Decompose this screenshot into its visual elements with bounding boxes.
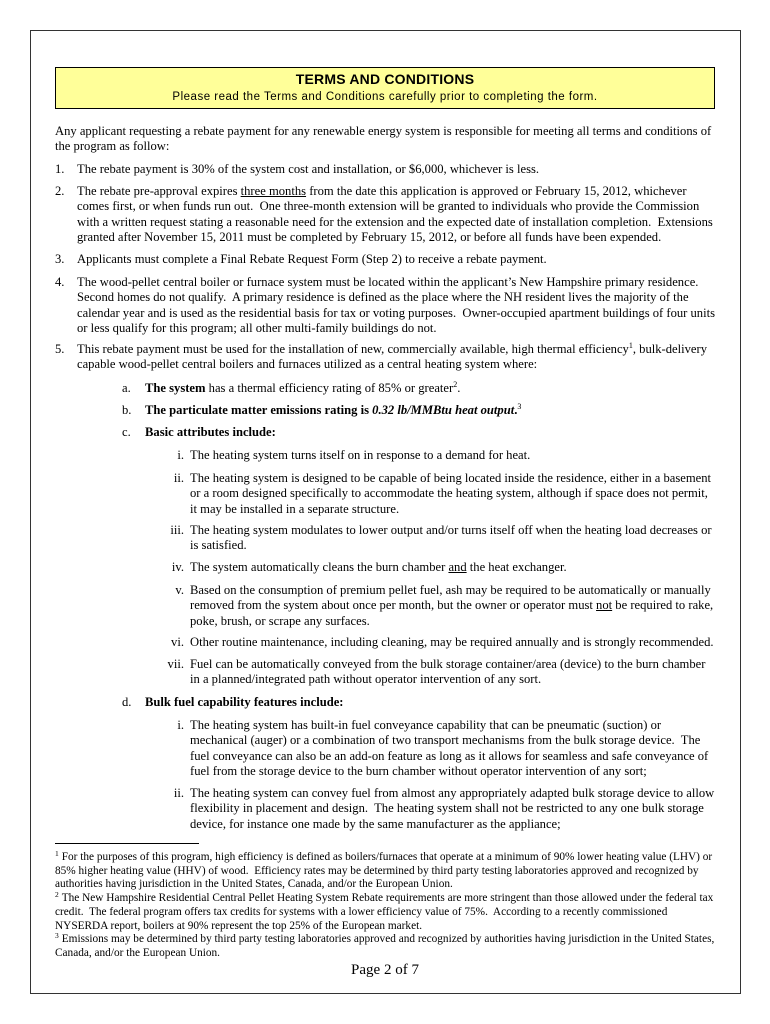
- roman-numeral: vii.: [167, 657, 184, 671]
- requirement-bold-text: The particulate matter emissions rating is: [145, 403, 373, 417]
- term-item-3: [55, 252, 717, 267]
- requirement-letter: c.: [122, 425, 131, 439]
- bulk-fuel-feature-i: [150, 718, 717, 779]
- term-text: The rebate pre-approval expires: [77, 184, 241, 198]
- attribute-text: The heating system modulates to lower output and/or turns itself off when the heating load decreases or is satisfied.: [190, 523, 715, 553]
- term-text: The wood-pellet central boiler or furnace system must be located within the applicant’s New Hampshire primary residence. Second homes do not qualify. A primary residence is defined as the place where the NH resident lives the majority of the calendar year and is used as the residential basis for tax or voting purposes. Owner-occupied apartment buildings of four units or less qualify for this program; all other multi-family buildings do not.: [77, 275, 719, 335]
- basic-attribute-ii: [150, 471, 717, 517]
- footnote-3: [55, 930, 718, 960]
- attribute-text: The heating system turns itself on in response to a demand for heat.: [190, 448, 531, 462]
- term-text-continued: , bulk-delivery capable wood-pellet central boilers and furnaces utilized as a central heating system where:: [77, 342, 711, 372]
- roman-numeral: ii.: [173, 471, 184, 485]
- underlined-text: three months: [240, 184, 307, 198]
- attribute-text-continued: be required to rake, poke, brush, or scrape any surfaces.: [190, 598, 717, 628]
- attribute-text: Based on the consumption of premium pellet fuel, ash may be required to be automatically or manually removed from the system about once per month, but the owner or operator must: [190, 583, 714, 613]
- requirement-d: [122, 695, 717, 710]
- basic-attribute-vii: [150, 657, 717, 688]
- footnotes: [55, 848, 718, 961]
- feature-text: The heating system can convey fuel from almost any appropriately adapted bulk storage device to allow flexibility in placement and design. The heating system shall not be restricted to any one bulk storage device, for instance one made by the same manufacturer as the appliance;: [190, 786, 718, 831]
- roman-numeral: i.: [177, 718, 184, 732]
- requirement-heading: Bulk fuel capability features include:: [145, 695, 344, 709]
- roman-numeral: i.: [177, 448, 184, 462]
- page-number: Page 2 of 7: [351, 962, 419, 978]
- footnote-1: [55, 848, 717, 892]
- footnote-number: 3: [55, 930, 59, 940]
- underlined-text: and: [448, 560, 467, 574]
- requirement-bold-end: .: [514, 403, 518, 417]
- terms-subtitle: Please read the Terms and Conditions carefully prior to completing the form.: [172, 91, 598, 103]
- basic-attribute-iv: [150, 560, 717, 575]
- requirement-text: has a thermal efficiency rating of 85% or greater: [205, 381, 454, 395]
- intro-paragraph: Any applicant requesting a rebate payment for any renewable energy system is responsible for meeting all terms and conditions of the program as follow:: [55, 124, 715, 154]
- footnote-separator: [55, 843, 199, 844]
- term-item-4: [55, 275, 717, 336]
- basic-attribute-iii: [150, 523, 717, 554]
- requirement-heading: Basic attributes include:: [145, 425, 276, 439]
- footnote-2: [55, 889, 717, 933]
- term-text: This rebate payment must be used for the installation of new, commercially available, high thermal efficiency: [77, 342, 629, 356]
- requirement-a: [122, 381, 717, 396]
- footnote-reference: 2: [453, 380, 458, 389]
- term-number: 2.: [55, 184, 65, 198]
- term-item-1: [55, 162, 717, 177]
- requirement-bold-text: The system: [145, 381, 206, 395]
- basic-attribute-i: [150, 448, 717, 463]
- term-number: 1.: [55, 162, 65, 176]
- term-number: 5.: [55, 342, 65, 356]
- underlined-text: not: [596, 598, 613, 613]
- roman-numeral: vi.: [171, 635, 184, 649]
- attribute-text-continued: the heat exchanger.: [466, 560, 567, 574]
- terms-header-box: [55, 67, 715, 109]
- requirement-b: [122, 403, 717, 418]
- attribute-text: The heating system is designed to be capable of being located inside the residence, either in a basement or a room designed specifically to accommodate the heating system, although if space does not permit, it may be installed in a separate structure.: [190, 471, 715, 516]
- footnote-text: The New Hampshire Residential Central Pellet Heating System Rebate requirements are more stringent than those allowed under the federal tax credit. The federal program offers tax credits for systems with a lower efficiency value of 75%. According to a recently commissioned NYSERDA report, boilers at 90% represent the top 25% of the European market.: [55, 892, 717, 932]
- footnote-number: 1: [55, 848, 59, 858]
- attribute-text: Other routine maintenance, including cleaning, may be required annually and is strongly recommended.: [190, 635, 714, 649]
- footnote-reference: 1: [628, 341, 633, 350]
- roman-numeral: v.: [175, 583, 184, 597]
- requirement-c: [122, 425, 717, 440]
- requirement-text-end: .: [457, 381, 461, 395]
- terms-title: TERMS AND CONDITIONS: [295, 71, 475, 87]
- bulk-fuel-feature-ii: [150, 786, 717, 832]
- term-item-2: [55, 184, 717, 245]
- roman-numeral: ii.: [173, 786, 184, 800]
- roman-numeral: iii.: [170, 523, 184, 537]
- feature-text: The heating system has built-in fuel conveyance capability that can be pneumatic (suction) or mechanical (auger) or a combination of two transport mechanisms from the bulk storage device. The fuel conveyance can also be an add-on feature as long as it allows for seamless and safe conveyance of fuel from the storage device to the burn chamber without operator intervention of any sort;: [190, 718, 712, 778]
- basic-attribute-v: [150, 583, 717, 629]
- footnote-text: Emissions may be determined by third party testing laboratories approved and recognized by authorities having jurisdiction in the United States, Canada, and/or the European Union.: [55, 933, 718, 959]
- requirement-letter: d.: [122, 695, 132, 709]
- attribute-text: Fuel can be automatically conveyed from the bulk storage container/area (device) to the burn chamber in a planned/integrated path without operator intervention of any sort.: [190, 657, 709, 687]
- basic-attribute-vi: [150, 635, 717, 650]
- term-text: The rebate payment is 30% of the system cost and installation, or $6,000, whichever is less.: [77, 162, 540, 176]
- term-number: 3.: [55, 252, 65, 266]
- footnote-text: For the purposes of this program, high efficiency is defined as boilers/furnaces that operate at a minimum of 90% lower heating value (LHV) or 85% higher heating value (HHV) of wood. Efficiency rates may be determined by third party testing laboratories approved and recognized by authorities having jurisdiction in the United States, Canada, and/or the European Union.: [55, 851, 716, 891]
- term-text-continued: from the date this application is approved or February 15, 2012, whichever comes first, or when funds run out. One three-month extension will be granted to individuals who provide the Commission with a written request stating a reasonable need for the extension and the expected date of installation completion. Extensions granted after November 15, 2011 must be completed by February 15, 2012, or before all funds have been expended.: [77, 184, 716, 244]
- term-number: 4.: [55, 275, 65, 289]
- requirement-letter: a.: [122, 381, 131, 395]
- attribute-text: The system automatically cleans the burn chamber: [190, 560, 449, 574]
- roman-numeral: iv.: [171, 560, 184, 574]
- term-item-5: [55, 342, 717, 373]
- requirement-letter: b.: [122, 403, 132, 417]
- footnote-reference: 3: [517, 402, 522, 411]
- requirement-bold-italic-text: 0.32 lb/MMBtu heat output: [372, 403, 515, 417]
- footnote-number: 2: [55, 889, 59, 899]
- term-text: Applicants must complete a Final Rebate Request Form (Step 2) to receive a rebate payment.: [77, 252, 547, 266]
